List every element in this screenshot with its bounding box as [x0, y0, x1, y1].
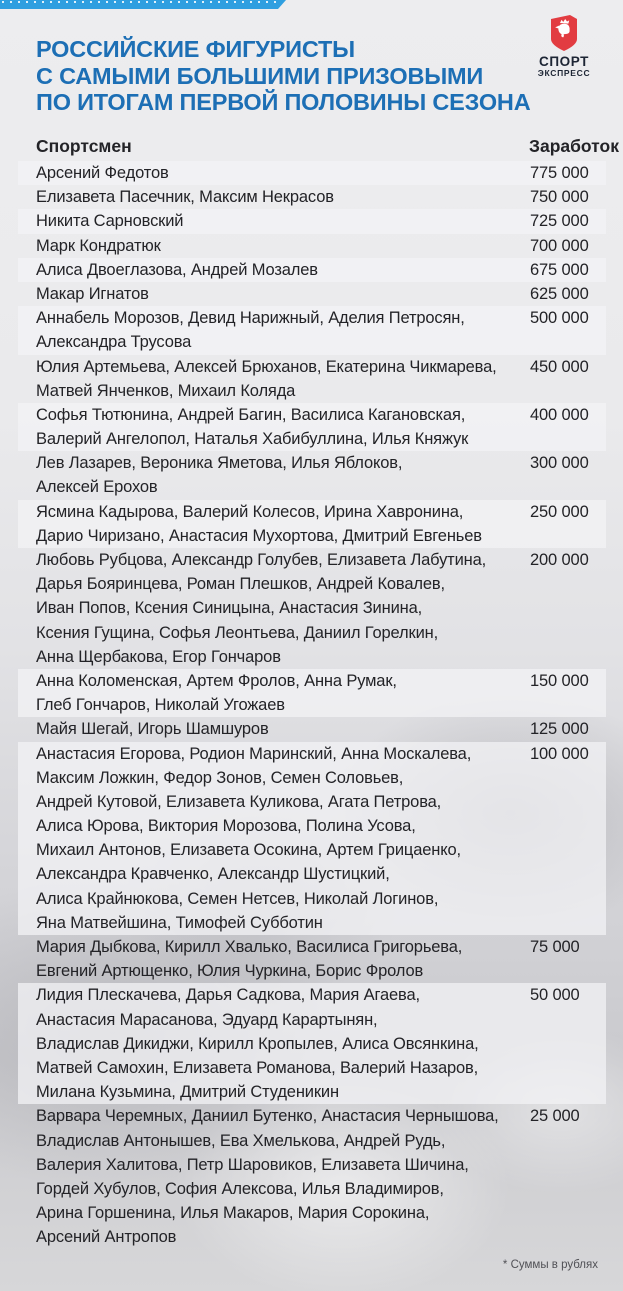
athlete-name-line: Никита Сарновский: [36, 212, 184, 231]
athlete-name-line: Арина Горшенина, Илья Макаров, Мария Сорокина,: [36, 1204, 430, 1223]
athlete-names: [18, 669, 606, 717]
table-row: [18, 548, 606, 669]
athlete-name-line: Яна Матвейшина, Тимофей Субботин: [36, 913, 323, 932]
athlete-names: [18, 548, 606, 669]
athlete-names: [18, 234, 606, 258]
top-accent-bar: [0, 0, 286, 9]
athlete-name-line: Елизавета Пасечник, Максим Некрасов: [36, 188, 334, 207]
athlete-names: [18, 742, 606, 936]
table-row: [18, 1104, 606, 1249]
athlete-name-line: Милана Кузьмина, Дмитрий Студеникин: [36, 1083, 339, 1102]
athlete-names: [18, 500, 606, 548]
column-header-earnings: Заработок: [529, 136, 619, 156]
athlete-name-line: Владислав Антонышев, Ева Хмелькова, Андрей Рудь,: [36, 1131, 446, 1150]
athlete-names: [18, 1104, 606, 1249]
athlete-names: [18, 935, 606, 983]
athlete-name-line: Анна Коломенская, Артем Фролов, Анна Румак,: [36, 671, 397, 690]
athlete-name-line: Александра Кравченко, Александр Шустицкий,: [36, 865, 390, 884]
athlete-name-line: Алиса Двоеглазова, Андрей Мозалев: [36, 260, 318, 279]
athlete-names: [18, 717, 606, 741]
athlete-name-line: Дарио Чиризано, Анастасия Мухортова, Дмитрий Евгеньев: [36, 526, 482, 545]
athlete-names: [18, 161, 606, 185]
athlete-name-line: Алиса Крайнюкова, Семен Нетсев, Николай Логинов,: [36, 889, 439, 908]
athlete-names: [18, 451, 606, 499]
athlete-name-line: Любовь Рубцова, Александр Голубев, Елизавета Лабутина,: [36, 551, 487, 569]
athlete-name-line: Лидия Плескачева, Дарья Садкова, Мария Агаева,: [36, 986, 420, 1005]
athlete-name-line: Михаил Антонов, Елизавета Осокина, Артем Грицаенко,: [36, 841, 461, 860]
title-line-1: РОССИЙСКИЕ ФИГУРИСТЫ: [36, 36, 355, 62]
athlete-name-line: Анна Щербакова, Егор Гончаров: [36, 647, 281, 666]
athlete-names: [18, 355, 606, 403]
earnings-value: 450 000: [530, 357, 589, 376]
logo-wordmark-bottom: ЭКСПРЕСС: [537, 68, 591, 78]
title-line-3: ПО ИТОГАМ ПЕРВОЙ ПОЛОВИНЫ СЕЗОНА: [36, 89, 531, 115]
athlete-names: [18, 209, 606, 233]
athlete-name-line: Софья Тютюнина, Андрей Багин, Василиса Кагановская,: [36, 405, 466, 424]
earnings-value: 100 000: [530, 744, 589, 763]
table-row: [18, 717, 606, 741]
earnings-value: 50 000: [530, 986, 580, 1005]
table-row: [18, 403, 606, 451]
footnote: * Суммы в рублях: [502, 1259, 598, 1271]
earnings-value: 500 000: [530, 309, 589, 328]
table-row: [18, 258, 606, 282]
earnings-value: 200 000: [530, 551, 589, 569]
athlete-name-line: Мария Дыбкова, Кирилл Хвалько, Василиса Григорьева,: [36, 938, 463, 956]
athlete-name-line: Арсений Федотов: [36, 164, 169, 182]
table-row: [18, 669, 606, 717]
table-row: [18, 935, 606, 983]
earnings-value: 150 000: [530, 671, 589, 690]
athlete-name-line: Арсений Антропов: [36, 1228, 177, 1247]
athlete-names: [18, 306, 606, 354]
earnings-value: 750 000: [530, 188, 589, 207]
earnings-value: 300 000: [530, 454, 589, 473]
table-row: [18, 161, 606, 185]
athlete-name-line: Дарья Бояринцева, Роман Плешков, Андрей Ковалев,: [36, 575, 445, 594]
athlete-name-line: Максим Ложкин, Федор Зонов, Семен Соловьев,: [36, 768, 404, 787]
athlete-name-line: Матвей Янченков, Михаил Коляда: [36, 381, 296, 400]
athlete-name-line: Марк Кондратюк: [36, 236, 161, 255]
table-header: [0, 136, 623, 160]
earnings-value: 400 000: [530, 405, 589, 424]
athlete-name-line: Глеб Гончаров, Николай Угожаев: [36, 696, 285, 715]
logo-wordmark-top: СПОРТ: [538, 54, 590, 69]
page-title: [36, 36, 530, 116]
athlete-name-line: Макар Игнатов: [36, 284, 149, 303]
athlete-name-line: Майя Шегай, Игорь Шамшуров: [36, 720, 269, 739]
table-row: [18, 234, 606, 258]
athlete-name-line: Алексей Ерохов: [36, 478, 158, 497]
athlete-name-line: Алиса Юрова, Виктория Морозова, Полина Усова,: [36, 817, 416, 836]
athlete-name-line: Иван Попов, Ксения Синицына, Анастасия Зинина,: [36, 599, 423, 618]
table-body: [0, 161, 623, 1249]
rooster-shield-icon: [548, 14, 580, 52]
brand-logo: [531, 14, 597, 78]
athlete-name-line: Аннабель Морозов, Девид Нарижный, Аделия Петросян,: [36, 309, 465, 328]
athlete-name-line: Лев Лазарев, Вероника Яметова, Илья Яблоков,: [36, 454, 403, 473]
table-row: [18, 306, 606, 354]
earnings-value: 675 000: [530, 260, 589, 279]
athlete-names: [18, 258, 606, 282]
athlete-names: [18, 185, 606, 209]
earnings-value: 75 000: [530, 938, 580, 956]
table-row: [18, 185, 606, 209]
athlete-name-line: Александра Трусова: [36, 333, 192, 352]
athlete-names: [18, 983, 606, 1104]
column-header-athlete: Спортсмен: [36, 136, 132, 156]
athlete-names: [18, 282, 606, 306]
athlete-name-line: Андрей Кутовой, Елизавета Куликова, Агата Петрова,: [36, 792, 442, 811]
earnings-value: 125 000: [530, 720, 589, 739]
earnings-value: 625 000: [530, 284, 589, 303]
athlete-name-line: Владислав Дикиджи, Кирилл Кропылев, Алиса Овсянкина,: [36, 1034, 479, 1053]
athlete-name-line: Анастасия Марасанова, Эдуард Карартынян,: [36, 1010, 378, 1029]
dotted-pattern: [2, 1, 276, 3]
earnings-value: 725 000: [530, 212, 589, 231]
athlete-name-line: Валерия Халитова, Петр Шаровиков, Елизавета Шичина,: [36, 1155, 469, 1174]
athlete-name-line: Юлия Артемьева, Алексей Брюханов, Екатерина Чикмарева,: [36, 357, 497, 376]
title-line-2: С САМЫМИ БОЛЬШИМИ ПРИЗОВЫМИ: [36, 62, 484, 89]
earnings-value: 250 000: [530, 502, 589, 521]
earnings-value: 700 000: [530, 236, 589, 255]
earnings-value: 25 000: [530, 1107, 580, 1126]
athlete-name-line: Варвара Черемных, Даниил Бутенко, Анастасия Чернышова,: [36, 1107, 499, 1126]
table-row: [18, 451, 606, 499]
athlete-name-line: Анастасия Егорова, Родион Маринский, Анна Москалева,: [36, 744, 472, 763]
table-row: [18, 500, 606, 548]
athlete-name-line: Гордей Хубулов, София Алексова, Илья Владимиров,: [36, 1179, 444, 1198]
athlete-name-line: Ксения Гущина, Софья Леонтьева, Даниил Горелкин,: [36, 623, 439, 642]
athlete-name-line: Евгений Артющенко, Юлия Чуркина, Борис Фролов: [36, 962, 424, 981]
athlete-names: [18, 403, 606, 451]
table-row: [18, 209, 606, 233]
earnings-value: 775 000: [530, 164, 589, 182]
table-row: [18, 355, 606, 403]
table-row: [18, 282, 606, 306]
athlete-name-line: Матвей Самохин, Елизавета Романова, Валерий Назаров,: [36, 1058, 479, 1077]
table-row: [18, 742, 606, 936]
athlete-name-line: Ясмина Кадырова, Валерий Колесов, Ирина Хавронина,: [36, 502, 464, 521]
athlete-name-line: Валерий Ангелопол, Наталья Хабибуллина, Илья Княжук: [36, 430, 469, 449]
table-row: [18, 983, 606, 1104]
